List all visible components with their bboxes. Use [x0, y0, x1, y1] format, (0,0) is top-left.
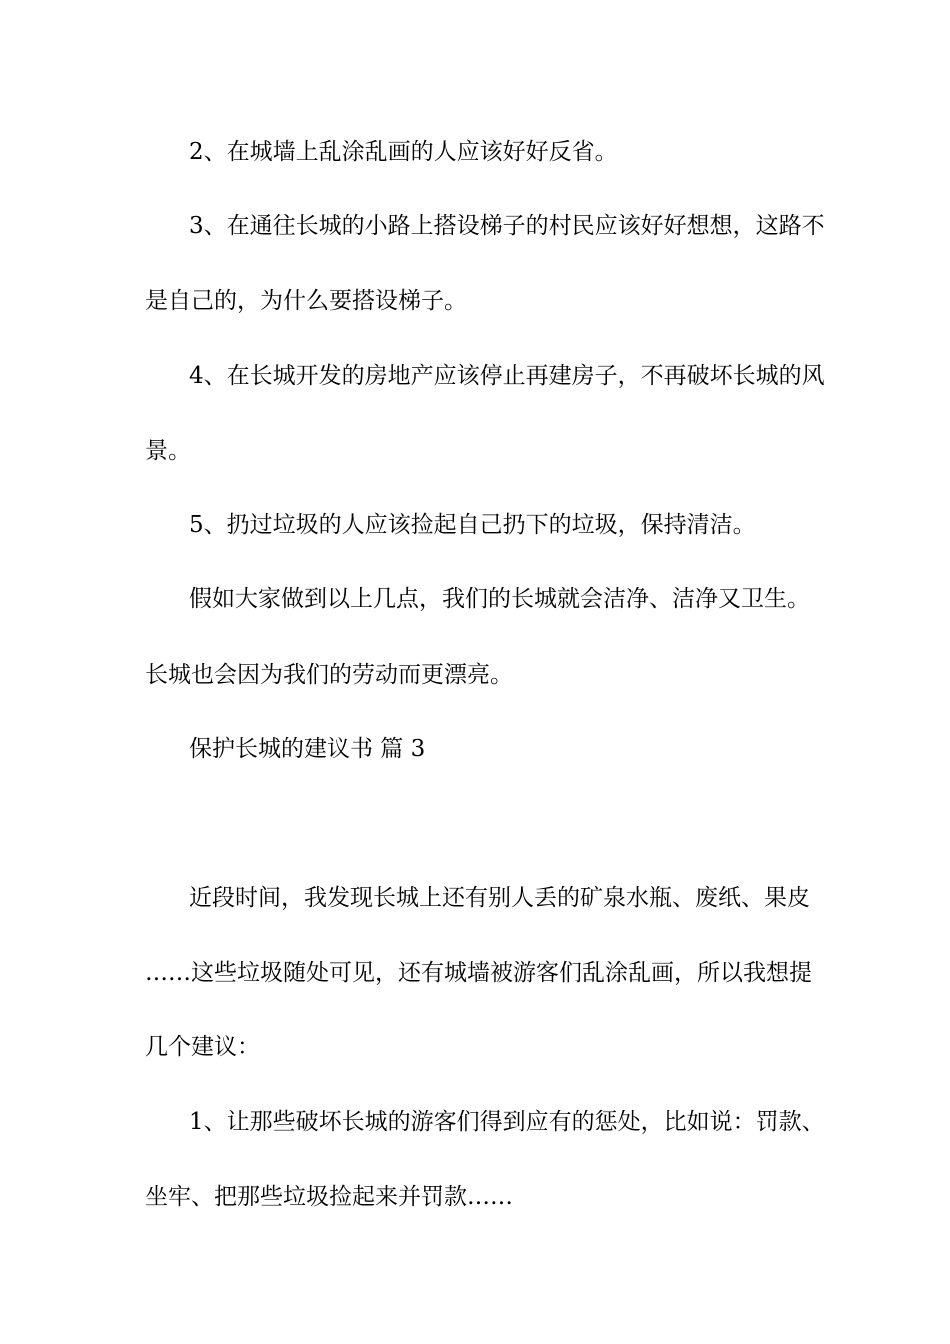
paragraph-line: 5、扔过垃圾的人应该捡起自己扔下的垃圾，保持清洁。 [189, 512, 756, 538]
paragraph-line: 近段时间，我发现长城上还有别人丢的矿泉水瓶、废纸、果皮 [189, 885, 810, 911]
paragraph-line: 3、在通往长城的小路上搭设梯子的村民应该好好想想，这路不 [189, 213, 825, 239]
paragraph-line: 长城也会因为我们的劳动而更漂亮。 [145, 662, 513, 688]
paragraph-line: 4、在长城开发的房地产应该停止再建房子，不再破坏长城的风 [189, 363, 825, 389]
paragraph-line: 景。 [145, 438, 191, 464]
paragraph-line: 是自己的，为什么要搭设梯子。 [145, 288, 467, 314]
section-heading: 保护长城的建议书 篇 3 [189, 736, 426, 762]
paragraph-line: 1、让那些破坏长城的游客们得到应有的惩处，比如说：罚款、 [189, 1109, 825, 1135]
paragraph-line: 坐牢、把那些垃圾捡起来并罚款…… [145, 1184, 513, 1210]
paragraph-line: 2、在城墙上乱涂乱画的人应该好好反省。 [189, 139, 618, 165]
paragraph-line: ……这些垃圾随处可见，还有城墙被游客们乱涂乱画，所以我想提 [145, 960, 812, 986]
paragraph-line: 假如大家做到以上几点，我们的长城就会洁净、洁净又卫生。 [189, 586, 810, 612]
paragraph-line: 几个建议： [145, 1034, 260, 1060]
